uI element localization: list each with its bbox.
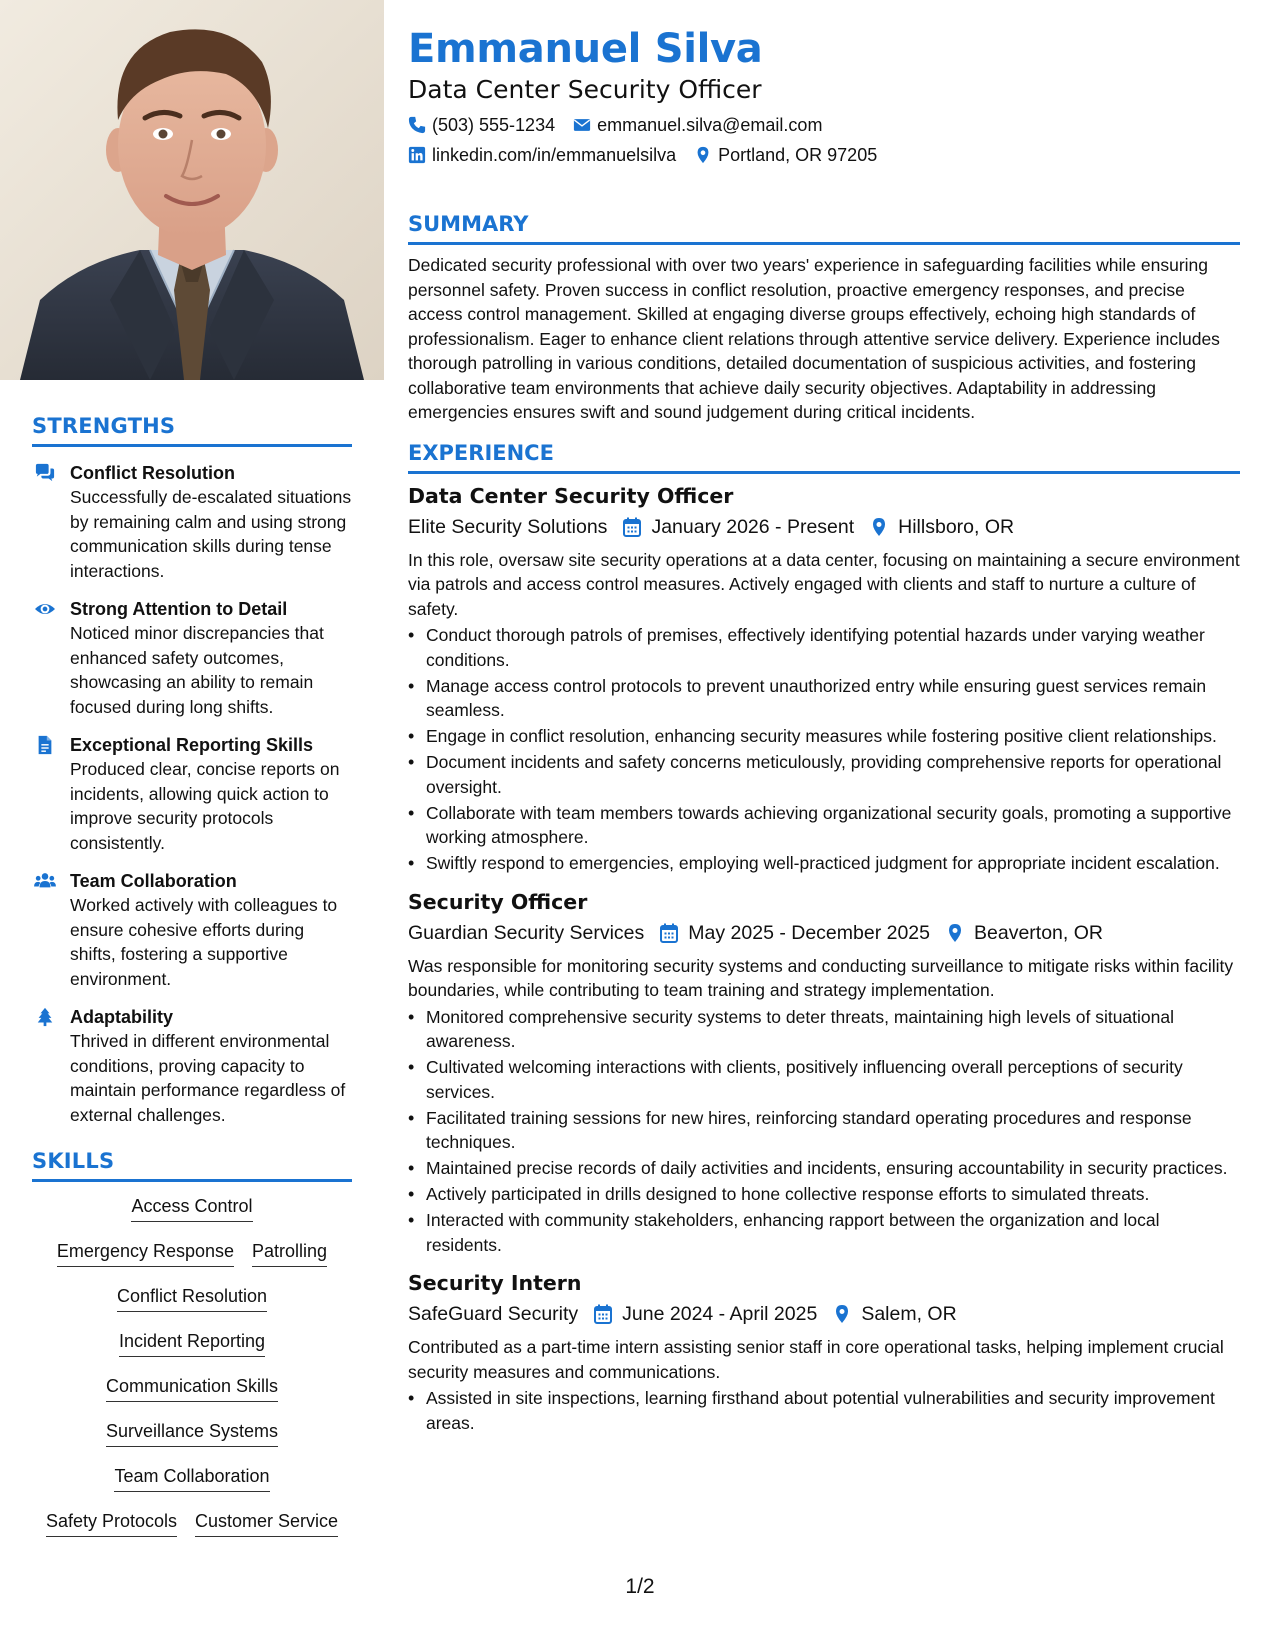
- strength-desc: Successfully de-escalated situations by remaining calm and using strong communication skills during tense interactions.: [70, 487, 352, 581]
- contact-phone[interactable]: [408, 112, 555, 138]
- job-entry: [408, 888, 1240, 1258]
- main-content: [408, 24, 1240, 1437]
- skill-tag: Team Collaboration: [114, 1464, 269, 1492]
- document-icon: [34, 735, 56, 755]
- job-company: Elite Security Solutions: [408, 515, 608, 538]
- job-title: Security Officer: [408, 889, 588, 914]
- envelope-icon: [573, 116, 591, 134]
- calendar-icon: [594, 1304, 612, 1324]
- bullet-item: • Document incidents and safety concerns meticulously, providing comprehensive reports for operational oversight.: [408, 750, 1240, 799]
- skill-tag: Customer Service: [195, 1509, 338, 1537]
- strength-title: Adaptability: [70, 1007, 174, 1027]
- strength-title: Exceptional Reporting Skills: [70, 735, 314, 755]
- location-pin-icon: [694, 146, 712, 164]
- job-dates: January 2026 - Present: [651, 515, 855, 538]
- job-location: Beaverton, OR: [974, 921, 1103, 944]
- skill-tag: Surveillance Systems: [106, 1419, 278, 1447]
- skill-tag: Conflict Resolution: [117, 1284, 267, 1312]
- strength-title: Conflict Resolution: [70, 463, 235, 483]
- eye-icon: [34, 599, 56, 619]
- job-company: SafeGuard Security: [408, 1303, 579, 1325]
- job-company: Guardian Security Services: [408, 921, 645, 944]
- job-meta: [408, 512, 1240, 542]
- linkedin-text: linkedin.com/in/emmanuelsilva: [432, 145, 677, 165]
- job-bullets: [408, 1005, 1240, 1258]
- bullet-item: • Maintained precise records of daily activities and incidents, ensuring accountability in security practices.: [408, 1156, 1240, 1181]
- contact-email[interactable]: [573, 112, 822, 138]
- bullet-item: • Cultivated welcoming interactions with clients, positively influencing overall perceptions of security services.: [408, 1055, 1240, 1104]
- sidebar-content: [32, 414, 352, 1554]
- strengths-list: [32, 461, 352, 1127]
- skill-tag: Incident Reporting: [119, 1329, 265, 1357]
- bullet-item: • Assisted in site inspections, learning firsthand about potential vulnerabilities and security improvement areas.: [408, 1386, 1240, 1435]
- strengths-divider: [32, 444, 352, 447]
- strength-item: [32, 1005, 352, 1127]
- job-location: Hillsboro, OR: [898, 515, 1015, 538]
- bullet-item: • Swiftly respond to emergencies, employing well-practiced judgment for appropriate incident escalation.: [408, 851, 1240, 876]
- contact-row: [408, 112, 1240, 138]
- job-title: Data Center Security Officer: [408, 483, 734, 508]
- job-dates: May 2025 - December 2025: [688, 921, 930, 944]
- skill-tag: Safety Protocols: [46, 1509, 177, 1537]
- job-meta: [408, 1299, 1240, 1329]
- bullet-item: • Facilitated training sessions for new hires, reinforcing standard operating procedures and response techniques.: [408, 1106, 1240, 1155]
- profile-photo: [0, 0, 384, 380]
- job-description: Contributed as a part-time intern assisting senior staff in core operational tasks, helping implement crucial security measures and communications.: [408, 1337, 1224, 1382]
- strength-title: Strong Attention to Detail: [70, 599, 288, 619]
- job-location: Salem, OR: [861, 1303, 957, 1325]
- portrait-illustration: [0, 0, 384, 380]
- location-pin-icon: [833, 1304, 851, 1324]
- strengths-heading: STRENGTHS: [32, 414, 176, 438]
- calendar-icon: [623, 517, 641, 537]
- bullet-item: • Monitored comprehensive security systems to deter threats, maintaining high levels of situational awareness.: [408, 1005, 1240, 1054]
- skill-row: [32, 1239, 352, 1284]
- skill-row: [32, 1284, 352, 1329]
- summary-section: [408, 212, 1240, 425]
- skill-row: [32, 1194, 352, 1239]
- candidate-name: Emmanuel Silva: [408, 26, 763, 72]
- linkedin-icon: [408, 146, 426, 164]
- bullet-item: • Engage in conflict resolution, enhancing security measures while fostering positive client relationships.: [408, 724, 1240, 749]
- skill-row: [32, 1374, 352, 1419]
- strength-desc: Produced clear, concise reports on incidents, allowing quick action to improve security protocols consistently.: [70, 759, 340, 853]
- bullet-item: • Interacted with community stakeholders, enhancing rapport between the organization and local residents.: [408, 1208, 1240, 1257]
- skill-row: [32, 1419, 352, 1464]
- summary-heading: SUMMARY: [408, 212, 529, 236]
- summary-divider: [408, 242, 1240, 245]
- email-text: emmanuel.silva@email.com: [597, 115, 823, 135]
- strength-item: [32, 597, 352, 719]
- candidate-title: Data Center Security Officer: [408, 75, 762, 104]
- strength-desc: Worked actively with colleagues to ensure cohesive efforts during shifts, fostering a supportive environment.: [70, 895, 338, 989]
- experience-heading: EXPERIENCE: [408, 440, 554, 465]
- contact-row: [408, 142, 1240, 168]
- strength-title: Team Collaboration: [70, 871, 237, 891]
- job-dates: June 2024 - April 2025: [622, 1303, 818, 1325]
- page-number: 1/2: [625, 1575, 655, 1598]
- comments-icon: [34, 463, 56, 483]
- strength-desc: Thrived in different environmental conditions, proving capacity to maintain performance regardless of external challenges.: [70, 1031, 346, 1125]
- skill-tag: Communication Skills: [106, 1374, 278, 1402]
- phone-icon: [408, 116, 426, 134]
- location-pin-icon: [946, 923, 964, 943]
- job-bullets: [408, 1386, 1240, 1435]
- skill-row: [32, 1464, 352, 1509]
- job-entry: [408, 482, 1240, 876]
- bullet-item: • Actively participated in drills designed to hone collective response efforts to simulated threats.: [408, 1182, 1240, 1207]
- bullet-item: • Conduct thorough patrols of premises, effectively identifying potential hazards under varying weather conditions.: [408, 623, 1240, 672]
- bullet-item: • Collaborate with team members towards achieving organizational security goals, promoting a supportive working atmosphere.: [408, 801, 1240, 850]
- skill-tag: Access Control: [131, 1194, 252, 1222]
- strength-item: [32, 733, 352, 855]
- experience-divider: [408, 471, 1240, 474]
- strength-item: [32, 869, 352, 991]
- tree-icon: [34, 1007, 56, 1027]
- phone-text: (503) 555-1234: [432, 115, 556, 135]
- job-title: Security Intern: [408, 1271, 582, 1295]
- contact-location: [694, 142, 877, 168]
- location-text: Portland, OR 97205: [718, 145, 878, 165]
- job-bullets: [408, 623, 1240, 876]
- users-icon: [34, 871, 56, 891]
- job-description: In this role, oversaw site security operations at a data center, focusing on maintaining a secure environment via patrols and access control measures. Actively engaged with clients and staff to nurture a culture of safety.: [408, 549, 1240, 619]
- skill-tag: Emergency Response: [57, 1239, 234, 1267]
- calendar-icon: [660, 923, 678, 943]
- skill-row: [32, 1509, 352, 1554]
- location-pin-icon: [870, 517, 888, 537]
- skills-list: [32, 1194, 352, 1554]
- job-meta: [408, 918, 1240, 948]
- skills-divider: [32, 1179, 352, 1182]
- experience-section: [408, 441, 1240, 1436]
- skills-heading: SKILLS: [32, 1149, 115, 1173]
- skill-row: [32, 1329, 352, 1374]
- job-entry: [408, 1269, 1240, 1435]
- sidebar: [0, 0, 384, 1650]
- summary-text: Dedicated security professional with over two years' experience in safeguarding facilities while ensuring personnel safety. Proven success in conflict resolution, proactive emergency responses, and precise access control management. Skilled at engaging diverse groups effectively, echoing high standards of professionalism. Eager to enhance client relations through attentive service delivery. Experience includes thorough patrolling in various conditions, detailed documentation of suspicious activities, and fostering collaborative team environments that achieve daily security objectives. Adaptability in addressing emergencies ensures swift and sound judgement during critical incidents.: [408, 255, 1220, 422]
- bullet-item: • Manage access control protocols to prevent unauthorized entry while ensuring guest services remain seamless.: [408, 674, 1240, 723]
- job-description: Was responsible for monitoring security systems and conducting surveillance to mitigate risks within facility boundaries, while contributing to team training and strategy implementation.: [408, 955, 1234, 1000]
- contact-linkedin[interactable]: [408, 142, 676, 168]
- skill-tag: Patrolling: [252, 1239, 327, 1267]
- strength-desc: Noticed minor discrepancies that enhanced safety outcomes, showcasing an ability to remain focused during long shifts.: [70, 623, 324, 717]
- strength-item: [32, 461, 352, 583]
